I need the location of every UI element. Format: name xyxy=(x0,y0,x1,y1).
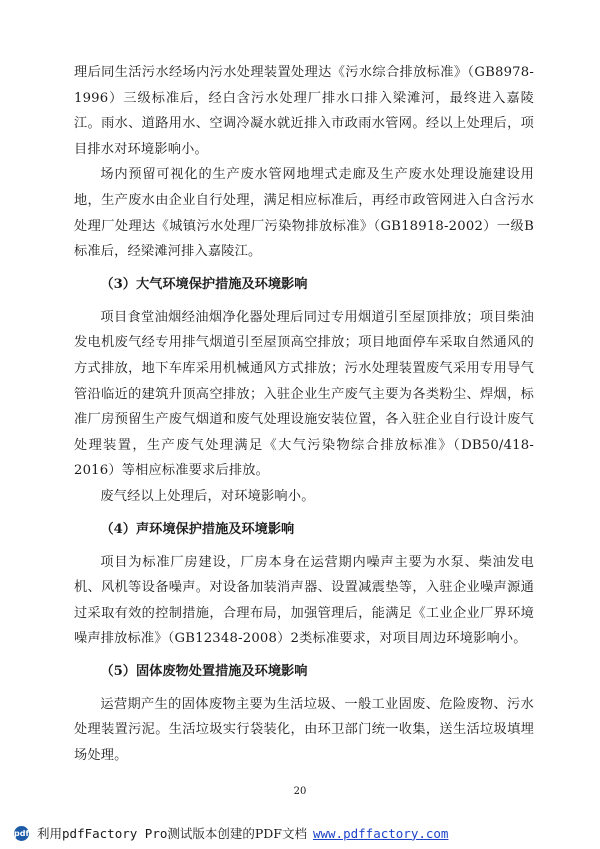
section-heading-noise: （4）声环境保护措施及环境影响 xyxy=(100,521,295,537)
body-paragraph: 项目为标准厂房建设，厂房本身在运营期内噪声主要为水泵、柴油发电机、风机等设备噪声。对设备加装消声器、设置减震垫等，入驻企业噪声源通过采取有效的控制措施，合理布局，加强管理后，能满足《工业企业厂界环境噪声排放标准》（GB12348-2008）2类标准要求，对项目周边环境影响小。 xyxy=(74,554,534,647)
pdffactory-logo-icon: pdf xyxy=(14,826,29,841)
section-heading-air: （3）大气环境保护措施及环境影响 xyxy=(100,276,308,292)
page-number: 20 xyxy=(293,786,307,797)
pdf-watermark-footer xyxy=(14,824,448,842)
body-paragraph: 废气经以上处理后，对环境影响小。 xyxy=(100,488,315,504)
body-paragraph: 理后同生活污水经场内污水处理装置处理达《污水综合排放标准》（GB8978-1996）三级标准后，经白含污水处理厂排水口排入梁滩河，最终进入嘉陵江。雨水、道路用水、空调冷凝水就近排入市政雨水管网。经以上处理后，项目排水对环境影响小。 xyxy=(74,65,534,157)
body-paragraph: 项目食堂油烟经油烟净化器处理后同过专用烟道引至屋顶排放；项目柴油发电机废气经专用排气烟道引至屋顶高空排放；项目地面停车采取自然通风的方式排放，地下车库采用机械通风方式排放；污水处理装置废气采用专用导气管沿临近的建筑升顶高空排放；入驻企业生产废气主要为各类粉尘、焊烟，标准厂房预留生产废气烟道和废气处理设施安装位置，各入驻企业自行设计废气处理装置，生产废气处理满足《大气污染物综合排放标准》（DB50/418-2016）等相应标准要求后排放。 xyxy=(74,309,534,479)
footer-product-name: pdfFactory Pro xyxy=(62,825,168,841)
body-paragraph: 场内预留可视化的生产废水管网地埋式走廊及生产废水处理设施建设用地，生产废水由企业自行处理，满足相应标准后，再经市政管网进入白含污水处理厂处理达《城镇污水处理厂污染物排放标准》（GB18918-2002）一级B标准后，经梁滩河排入嘉陵江。 xyxy=(74,167,534,260)
footer-prefix: 利用 xyxy=(37,826,63,841)
body-paragraph: 运营期产生的固体废物主要为生活垃圾、一般工业固废、危险废物、污水处理装置污泥。生活垃圾实行袋装化，由环卫部门统一收集，送生活垃圾填埋场处理。 xyxy=(74,696,534,764)
footer-website-link[interactable]: www.pdffactory.com xyxy=(312,825,449,841)
footer-middle-text: 测试版本创建的PDF文档 xyxy=(167,826,307,841)
section-heading-solid-waste: （5）固体废物处置措施及环境影响 xyxy=(100,663,308,679)
document-body xyxy=(74,60,534,769)
